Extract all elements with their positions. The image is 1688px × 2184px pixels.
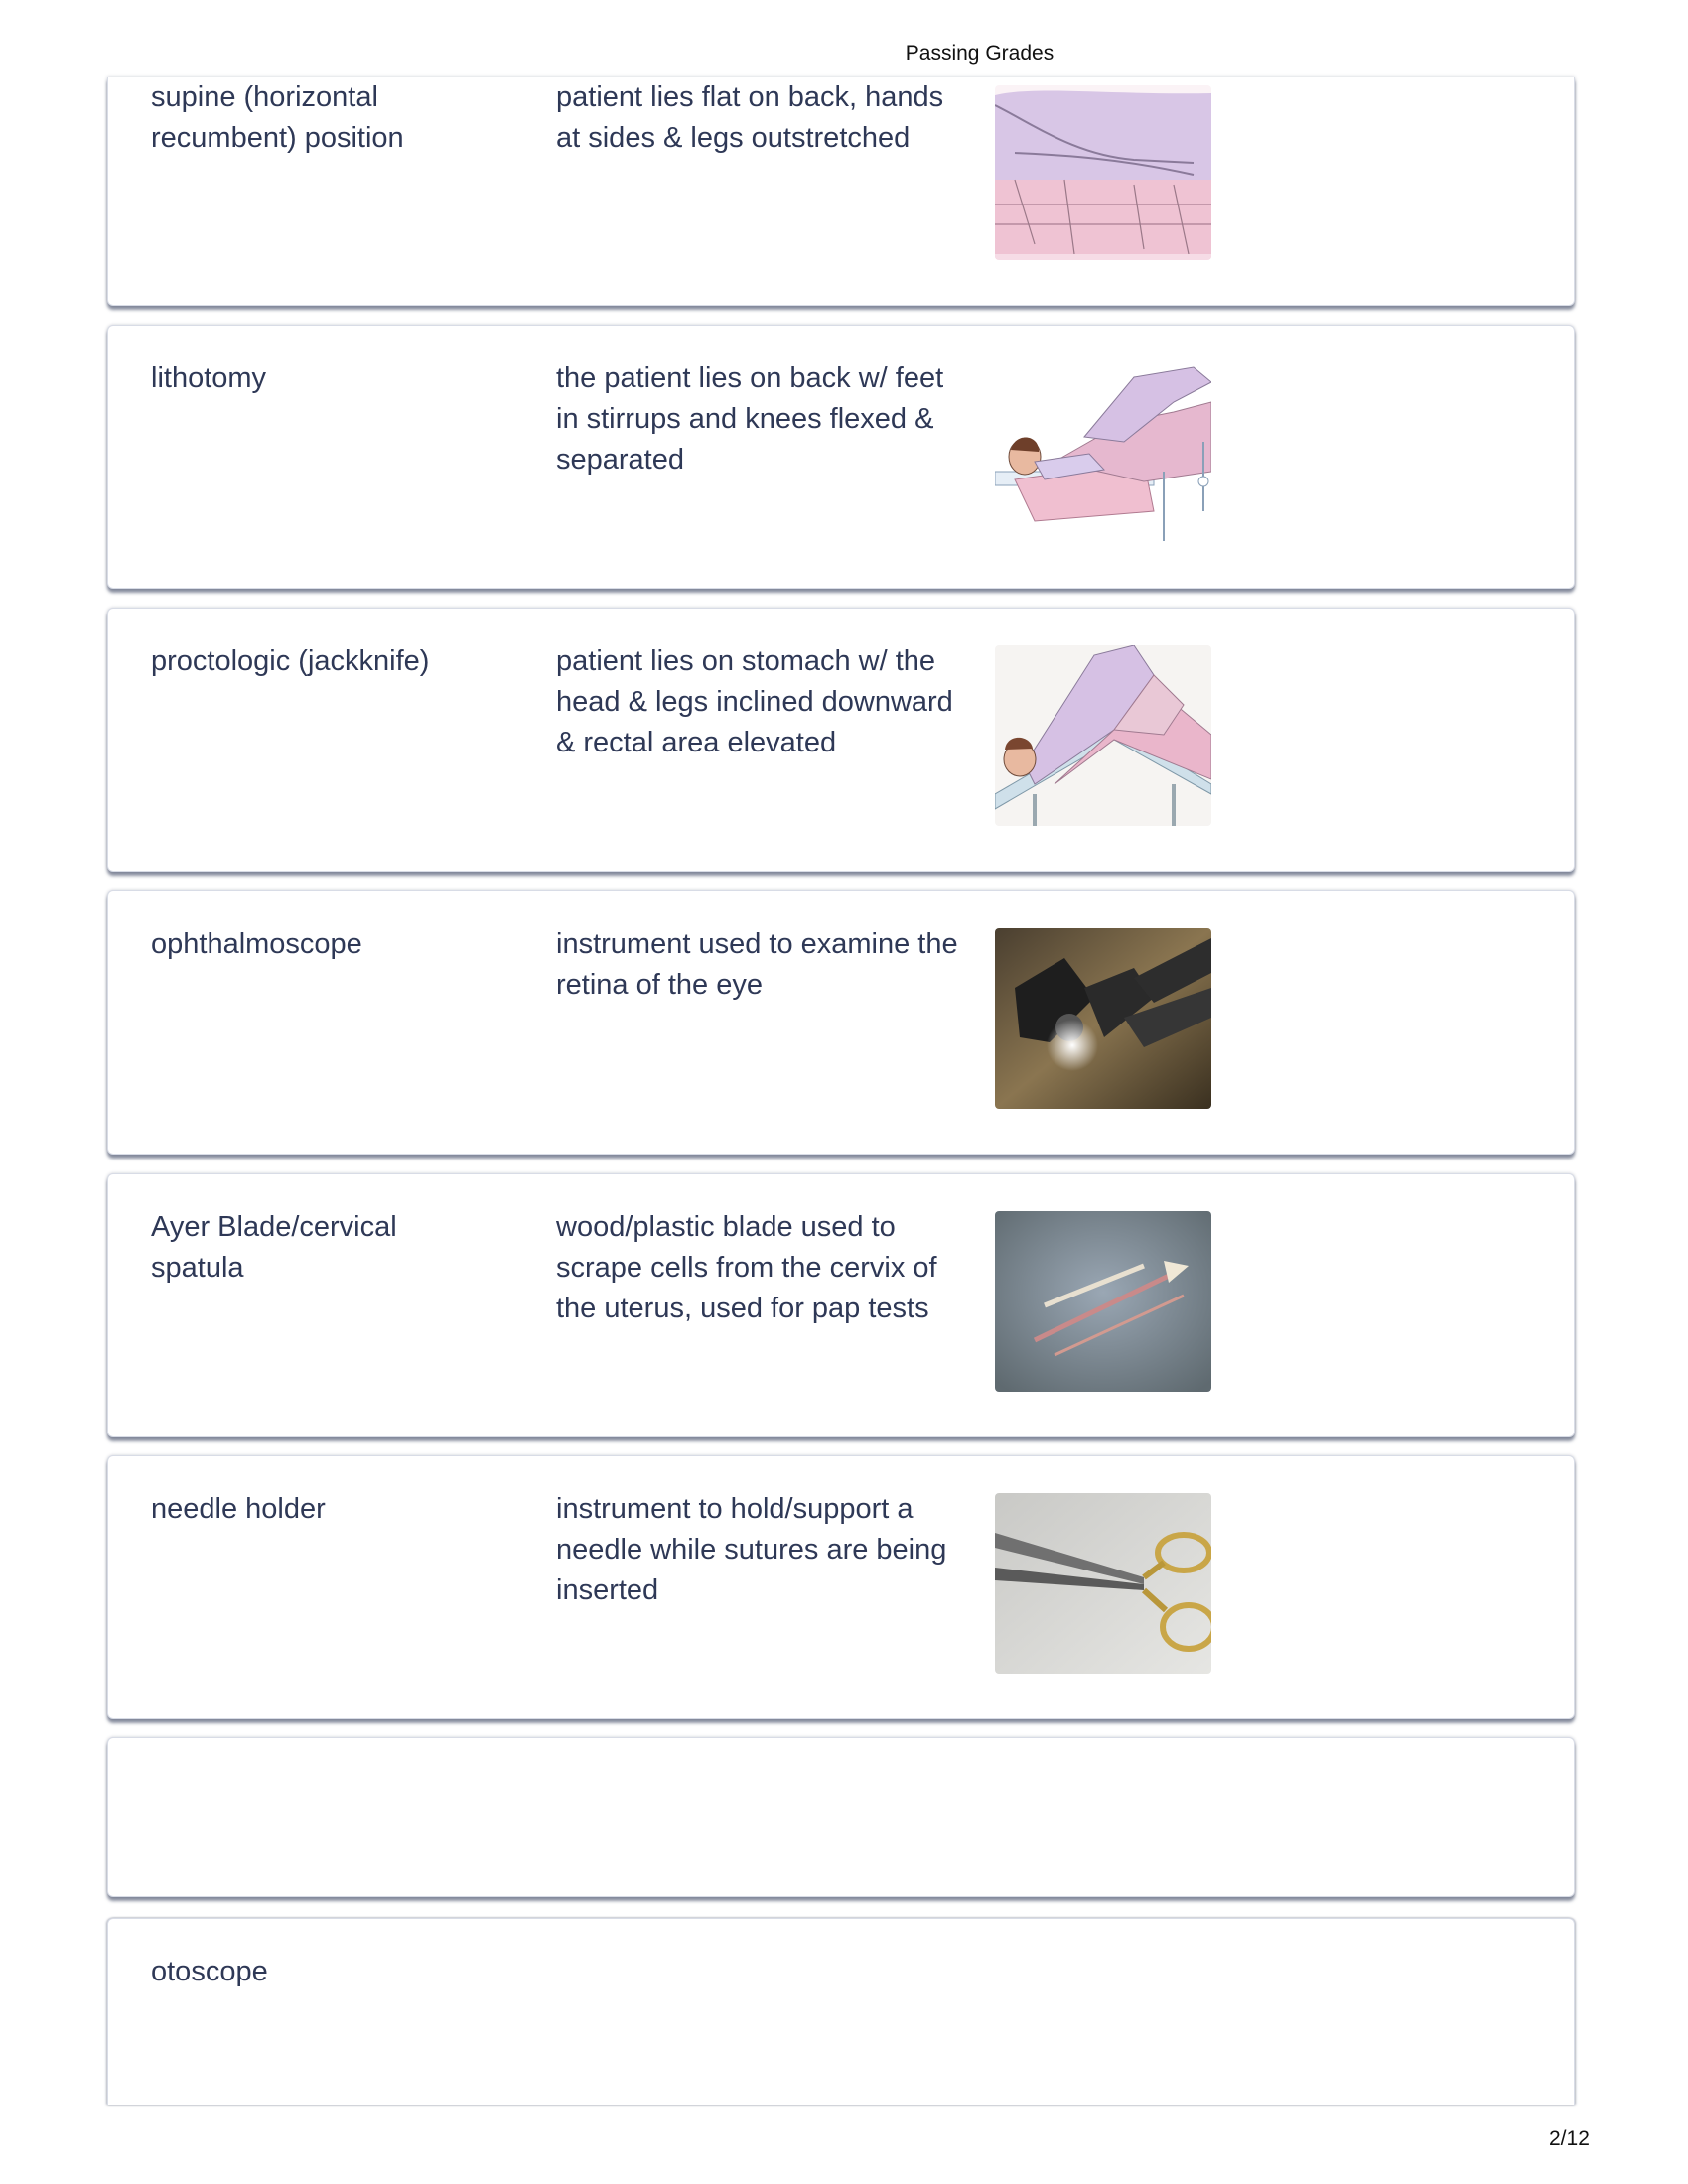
lithotomy-position-illustration — [995, 362, 1211, 543]
jackknife-position-illustration — [995, 645, 1211, 826]
card-definition: instrument used to examine the retina of the eye — [556, 928, 958, 1001]
flashcard-empty — [107, 1737, 1575, 1897]
flashcard-otoscope — [107, 1918, 1575, 2105]
flashcard-ayer-blade — [107, 1173, 1575, 1437]
card-term: needle holder — [151, 1493, 326, 1525]
flashcard-needle-holder — [107, 1455, 1575, 1719]
card-term: otoscope — [151, 1956, 268, 1987]
cervical-spatula-photo — [995, 1211, 1211, 1392]
supine-position-illustration — [995, 85, 1211, 260]
card-term: lithotomy — [151, 362, 267, 394]
card-definition: patient lies on stomach w/ the head & legs inclined downward & rectal area elevated — [556, 645, 953, 758]
flashcard-ophthalmoscope — [107, 890, 1575, 1155]
card-term: Ayer Blade/cervical spatula — [151, 1211, 397, 1284]
ophthalmoscope-photo — [995, 928, 1211, 1109]
page-header-title: Passing Grades — [905, 42, 1055, 65]
card-term: proctologic (jackknife) — [151, 645, 430, 677]
flashcard-proctologic — [107, 608, 1575, 872]
card-definition: wood/plastic blade used to scrape cells from the cervix of the uterus, used for pap tests — [556, 1211, 937, 1324]
needle-holder-photo — [995, 1493, 1211, 1674]
page-number: 2/12 — [1549, 2127, 1590, 2150]
card-definition: instrument to hold/support a needle while sutures are being inserted — [556, 1493, 947, 1606]
card-term: ophthalmoscope — [151, 928, 362, 960]
card-definition: the patient lies on back w/ feet in stirrups and knees flexed & separated — [556, 362, 944, 476]
flashcard-lithotomy — [107, 325, 1575, 589]
card-term: supine (horizontal recumbent) position — [151, 81, 404, 154]
card-definition: patient lies flat on back, hands at sides & legs outstretched — [556, 81, 944, 154]
flashcard-supine — [107, 77, 1575, 306]
